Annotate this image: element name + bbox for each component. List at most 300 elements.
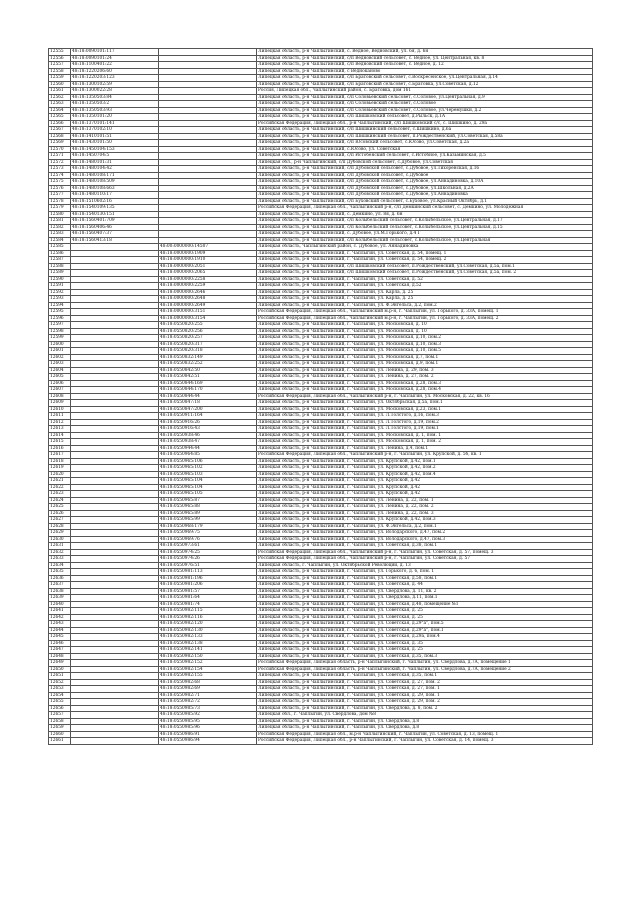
premises-cadastral-number-cell: 48:18:0550974:25	[159, 549, 257, 556]
premises-cadastral-number-cell: 48:18:0550832:252	[159, 361, 257, 368]
premises-cadastral-number-cell: 48:18:0550965:102	[159, 465, 257, 472]
row-number-cell: 12557	[49, 62, 71, 69]
address-cell: Липецкая область, Чаплыгинский район, с. Дубовое, ул. Аннадиновка	[257, 244, 593, 251]
cadastral-number-cell: 48:18:0090101:117	[71, 49, 159, 56]
address-cell: Российская Федерация, Липецкая область, р-н Чаплыгинский, г. Чаплыгин, ул. Свердлова, д.7А, помещение 1	[257, 660, 593, 667]
premises-cadastral-number-cell: 48:18:0550842:50	[159, 367, 257, 374]
row-number-cell: 12626	[49, 510, 71, 517]
row-number-cell: 12573	[49, 166, 71, 173]
address-cell: Липецкая область, р-н Чаплыгинский, г. Чаплыгин, ул. Крупской, д.42, пом.2	[257, 465, 593, 472]
row-number-cell: 12612	[49, 419, 71, 426]
row-number-cell: 12621	[49, 478, 71, 485]
address-cell: Липецкая область, р-н Чаплыгинский, г. Чаплыгин, ул. Л.Толстого, д.19, пом.1	[257, 426, 593, 433]
row-number-cell: 12637	[49, 582, 71, 589]
address-cell: Липецкая область, р-н Чаплыгинский, г. Чаплыгин, ул. Московская, д.9, пом.1	[257, 361, 593, 368]
premises-cadastral-number-cell: 48:18:0550985:92	[159, 712, 257, 719]
address-cell: Липецкая область, р-н Чаплыгинский, г. Чаплыгин, ул. Советская, д. 54, помещ. 1	[257, 250, 593, 257]
premises-cadastral-number-cell: 48:18:0550964:85	[159, 452, 257, 459]
cadastral-number-cell: 48:18:1450704:5	[71, 153, 159, 160]
row-number-cell: 12570	[49, 146, 71, 153]
premises-cadastral-number-cell: 48:18:0550974:26	[159, 556, 257, 563]
row-number-cell: 12656	[49, 705, 71, 712]
cadastral-number-cell: 48:18:1220203:123	[71, 75, 159, 82]
address-cell: Липецкая область, р-н Чаплыгинский, с/п Дубовской сельсовет, с.Дубовое, ул.Школьная, д.2А	[257, 185, 593, 192]
premises-cadastral-number-cell: 48:18:0550916:26	[159, 419, 257, 426]
row-number-cell: 12567	[49, 127, 71, 134]
row-number-cell: 12652	[49, 679, 71, 686]
row-number-cell: 12634	[49, 562, 71, 569]
row-number-cell: 12563	[49, 101, 71, 108]
premises-cadastral-number-cell: 48:18:0550965:99	[159, 517, 257, 524]
row-number-cell: 12594	[49, 302, 71, 309]
cadastral-number-cell: 48:18:1370101:141	[71, 120, 159, 127]
address-cell: Липецкая область, р-н Чаплыгинский, с/п Соловьевский сельсовет, с.Соловое	[257, 101, 593, 108]
address-cell: Липецкая область, р-н Чаплыгинский, г. Чаплыгин, ул. Московская, д. 10	[257, 328, 593, 335]
address-cell: Липецкая область, р-н Чаплыгинский, г. Чаплыгин, ул. Карла, д. 25	[257, 289, 593, 296]
address-cell: Липецкая область, р-н Чаплыгинский, с/п Дубовской сельсовет, с.Дубовое, ул.Тихоренская, д.16	[257, 166, 593, 173]
row-number-cell: 12624	[49, 497, 71, 504]
row-number-cell: 12577	[49, 192, 71, 199]
address-cell: Российская Федерация, Липецкая область, р-н Чаплыгинский, г. Чаплыгин, ул. Свердлова, д.7А, помещение 2	[257, 666, 593, 673]
cadastral-number-cell: 48:18:1300022:28	[71, 88, 159, 95]
premises-cadastral-number-cell: 48:18:0550965:87	[159, 497, 257, 504]
row-number-cell: 12591	[49, 283, 71, 290]
row-number-cell: 12643	[49, 621, 71, 628]
cadastral-number-cell: 48:18:1560401:709	[71, 218, 159, 225]
cadastral-number-cell: 48:18:1480108:663	[71, 185, 159, 192]
address-cell: Липецкая область, р-н Чаплыгинский, г. Чаплыгин, ул. Советская, д. 27, пом. 2	[257, 679, 593, 686]
premises-cadastral-number-cell: 48:18:0550981:196	[159, 575, 257, 582]
address-cell: Липецкая область, г. Чаплыгин, ул. Октябрьской Революции, д. 13	[257, 562, 593, 569]
row-number-cell: 12629	[49, 530, 71, 537]
premises-cadastral-number-cell: 48:18:0550981:57	[159, 588, 257, 595]
address-cell: Липецкая область, р-н Чаплыгинский, г. Чаплыгин, ул. Советская, д.38, пом.1	[257, 543, 593, 550]
premises-cadastral-number-cell: 48:18:0550820:317	[159, 341, 257, 348]
row-number-cell: 12620	[49, 471, 71, 478]
address-cell: Липецкая область, р-н Чаплыгинский, с/п Колыбельский сельсовет, с.Колыбельское, ул.Центральная, д.15	[257, 224, 593, 231]
row-number-cell: 12556	[49, 55, 71, 62]
address-cell: Российская Федерация, Липецкая обл., р-н Чаплыгинский, с/п Шишковский с/с, с. Шишкино, д. 29а	[257, 120, 593, 127]
row-number-cell: 12608	[49, 393, 71, 400]
premises-cadastral-number-cell: 48:18:0550982:150	[159, 653, 257, 660]
address-cell: Липецкая область, р-н Чаплыгинский, с/п Ведновский сельсовет, с. Ведное, ул. Центральная, кв. 8	[257, 55, 593, 62]
cadastral-number-cell: 48:18:1560413:18	[71, 237, 159, 244]
row-number-cell: 12587	[49, 257, 71, 264]
premises-cadastral-number-cell: 48:18:0550982:69	[159, 686, 257, 693]
registry-sheet	[48, 48, 592, 745]
address-cell: Липецкая область, р-н Чаплыгинский, с. Ведное, Ведновский, ул. 6я, д. 6н	[257, 49, 593, 56]
row-number-cell: 12619	[49, 465, 71, 472]
address-cell: Липецкая область, р-н Чаплыгинский, с/п Дубовской сельсовет, с.Дубовое	[257, 172, 593, 179]
premises-cadastral-number-cell: 48:18:0000000:2051	[159, 263, 257, 270]
address-cell: Липецкая область, р-н Чаплыгинский, г. Чаплыгин, ул. Свердлова, д.8	[257, 718, 593, 725]
address-cell: Липецкая область, р-н Чаплыгинский, г. Чаплыгин, ул. Крупской, д.42, пом.3	[257, 517, 593, 524]
row-number-cell: 12609	[49, 400, 71, 407]
address-cell: Липецкая область, р-н Чаплыгинский, г. Чаплыгин, ул. Московская, д.10, пом.2	[257, 335, 593, 342]
address-cell: Липецкая область, р-н Чаплыгинский, г. Чаплыгин, ул. Ф.Энгельса, д.2, пом.1	[257, 523, 593, 530]
address-cell: Липецкая область, р-н Чаплыгинский, г. Чаплыгин, ул. Карла, д. 25	[257, 296, 593, 303]
cadastral-number-cell: 48:18:1510602:16	[71, 198, 159, 205]
row-number-cell: 12589	[49, 270, 71, 277]
row-number-cell: 12661	[49, 738, 71, 745]
premises-cadastral-number-cell: 48:18:0550965:88	[159, 504, 257, 511]
premises-cadastral-number-cell: 48:18:0550965:103	[159, 471, 257, 478]
address-cell: Липецкая область, р-н Чаплыгинский, г. Чаплыгин, ул. Московская, д. 10	[257, 322, 593, 329]
address-cell: Липецкая область, р-н Чаплыгинский, г. Чаплыгин, ул. Ленина, д. 27, пом. 2	[257, 374, 593, 381]
premises-cadastral-number-cell: 48:18:0550982:68	[159, 679, 257, 686]
address-cell: Липецкая область, р-н Чаплыгинский, г. Чаплыгин, ул. Советская, д. 27, пом. 1	[257, 686, 593, 693]
address-cell: Российская Федерация, Липецкая обл., Чаплыгинский м.р-н, г. Чаплыгин, ул. Горького, д. 33А, помещ. 2	[257, 315, 593, 322]
address-cell: Липецкая обл., г. Чаплыгин, ул. Свердлова, дом №8	[257, 712, 593, 719]
premises-cadastral-number-cell: 48:18:0550982:138	[159, 640, 257, 647]
row-number-cell: 12559	[49, 75, 71, 82]
premises-cadastral-number-cell: 48:18:0550944:44	[159, 445, 257, 452]
address-cell: Липецкая область, р-н Чаплыгинский, г. Чаплыгин, ул. Крупской, д.42	[257, 484, 593, 491]
address-cell: Российская Федерация, Липецкая обл., Чаплыгинский м.р-н, г. Чаплыгин, ул. Горького, д. 33А, помещ. 1	[257, 309, 593, 316]
address-cell: Липецкая область, р-н Чаплыгинский, г. Чаплыгин, ул. Советская, д. 44	[257, 582, 593, 589]
address-cell: Липецкая область, р-н Чаплыгинский, с.Юсово, ул. Советская	[257, 146, 593, 153]
address-cell: Липецкая область, р-н Чаплыгинский, г. Чаплыгин, ул. Советская, д. 35	[257, 640, 593, 647]
cadastral-number-cell: 48:18:1560406:46	[71, 224, 159, 231]
cadastral-number-cell: 48:18:1560407:37	[71, 231, 159, 238]
row-number-cell: 12571	[49, 153, 71, 160]
premises-cadastral-number-cell: 48:18:0000000:2649	[159, 302, 257, 309]
row-number-cell: 12582	[49, 224, 71, 231]
row-number-cell: 12648	[49, 653, 71, 660]
address-cell: Липецкая область, р-н Чаплыгинский, г. Чаплыгин, ул. Ленина, д. 29, пом. 3	[257, 367, 593, 374]
address-cell: Липецкая область, р-н Чаплыгинский, с/п Соловьевский сельсовет, с.Соловое, ул.Черемушки, д.2	[257, 107, 593, 114]
premises-cadastral-number-cell: 48:18:0550976:51	[159, 562, 257, 569]
premises-cadastral-number-cell: 48:18:0550986:91	[159, 731, 257, 738]
row-number-cell: 12636	[49, 575, 71, 582]
address-cell: Липецкая область, р-н Чаплыгинский, с/п Шишковский сельсовет, п.Рождественский, ул.Советская, д.5а, пом.1	[257, 263, 593, 270]
cadastral-number-cell: 48:18:1410101:51	[71, 133, 159, 140]
address-cell: Липецкая область, р-н Чаплыгинский, г. Чаплыгин, ул. Московская, д. 1, пом. 2	[257, 439, 593, 446]
row-number-cell: 12635	[49, 569, 71, 576]
address-cell: Липецкая область, р-н Чаплыгинский, с/п Ведновский сельсовет, с. Ведное, д. 12	[257, 62, 593, 69]
row-number-cell: 12584	[49, 237, 71, 244]
row-number-cell: 12613	[49, 426, 71, 433]
row-number-cell: 12592	[49, 289, 71, 296]
address-cell: Липецкая область, р-н Чаплыгинский, г. Чаплыгин, ул. Ф.Энгельса, д.2, пом.2	[257, 302, 593, 309]
address-cell: Липецкая область, р-н Чаплыгинский, с/п Братовский сельсовет, с.Воскресенское, ул.Центральная, д.14	[257, 75, 593, 82]
premises-cadastral-number-cell: 48:18:0550844:170	[159, 387, 257, 394]
premises-cadastral-number-cell: 48:18:0550965:89	[159, 510, 257, 517]
premises-cadastral-number-cell: 48:18:0550820:257	[159, 335, 257, 342]
address-cell: Липецкая область, р-н Чаплыгинский, г. Чаплыгин, ул. Советская, д. 29, пом. 1	[257, 692, 593, 699]
address-cell: Российская Федерация, Липецкая обл., Чаплыгинский р-н, с/п Демкинский сельсовет, с. Демкино, ул. Молодежная	[257, 205, 593, 212]
premises-cadastral-number-cell: 48:18:0550981:64	[159, 595, 257, 602]
address-cell: Липецкая область, р-н Чаплыгинский, г. Чаплыгин, ул. Советская, д.29"а", пом.1	[257, 627, 593, 634]
row-number-cell: 12630	[49, 536, 71, 543]
address-cell: Липецкая область, р-н Чаплыгинский, г. Чаплыгин, ул. Советская, д.58, пом.1	[257, 575, 593, 582]
row-number-cell: 12565	[49, 114, 71, 121]
address-cell: Липецкая область, р-н Чаплыгинский, г. Чаплыгин, ул. Советская, д.52	[257, 283, 593, 290]
premises-cadastral-number-cell: 48:18:0550965:105	[159, 491, 257, 498]
premises-cadastral-number-cell: 48:18:0550982:116	[159, 614, 257, 621]
address-cell: Липецкая область, р-н Чаплыгинский, г. Чаплыгин, ул. Горького, д. 6, пом. 1	[257, 569, 593, 576]
premises-cadastral-number-cell: 48:18:0550982:154	[159, 666, 257, 673]
row-number-cell: 12560	[49, 81, 71, 88]
row-number-cell: 12642	[49, 614, 71, 621]
address-cell: Липецкая область, р-н Чаплыгинский, с. Демкино, ул. 8я, д. 6н	[257, 211, 593, 218]
address-cell: Липецкая область, р-н Чаплыгинский, г. Чаплыгин, ул. Советская, д.35, пом.3	[257, 653, 593, 660]
address-cell: Липецкая область, р-н Чаплыгинский, с/п Буховский сельсовет, с.Буховое, ул.Красный Октябрь, д.1	[257, 198, 593, 205]
row-number-cell: 12616	[49, 445, 71, 452]
premises-cadastral-number-cell: 48:18:0550965:104	[159, 484, 257, 491]
cadastral-number-cell: 48:18:1350503:84	[71, 94, 159, 101]
premises-cadastral-number-cell: 48:18:0550916:43	[159, 426, 257, 433]
address-cell: Липецкая область, р-н Чаплыгинский, г. Чаплыгин, ул. Советская, д. 52	[257, 276, 593, 283]
row-number-cell: 12575	[49, 179, 71, 186]
address-cell: Липецкая область, р-н Чаплыгинский, г. Чаплыгин, ул. Крупской, д.42, пом.4	[257, 471, 593, 478]
row-number-cell: 12633	[49, 556, 71, 563]
row-number-cell: 12566	[49, 120, 71, 127]
address-cell: Липецкая область, р-н Чаплыгинский, с/п Шишковский сельсовет, п.Рождественский, ул.Советская, д.5а, пом. 2	[257, 270, 593, 277]
address-cell: Липецкая область, р-н Чаплыгинский, г. Чаплыгин, ул. Свердлова, д.8	[257, 725, 593, 732]
row-number-cell: 12632	[49, 549, 71, 556]
premises-cadastral-number-cell: 48:18:0550982:115	[159, 608, 257, 615]
cadastral-number-cell: 48:18:1220206:60	[71, 68, 159, 75]
row-number-cell: 12562	[49, 94, 71, 101]
row-number-cell: 12639	[49, 595, 71, 602]
address-cell: Российская Федерация, Липецкая обл., Чаплыгинский р-н, г. Чаплыгин, ул. Московская, д. 22, кв. 16	[257, 393, 593, 400]
row-number-cell: 12561	[49, 88, 71, 95]
row-number-cell: 12659	[49, 725, 71, 732]
premises-cadastral-number-cell: 48:18:0550847:200	[159, 406, 257, 413]
premises-cadastral-number-cell: 48:18:0550847:18	[159, 400, 257, 407]
premises-cadastral-number-cell: 48:18:0000000:2258	[159, 276, 257, 283]
row-number-cell: 12581	[49, 218, 71, 225]
address-cell: Липецкая область, р-н Чаплыгинский, г. Чаплыгин, ул. Крупской, д.42	[257, 491, 593, 498]
row-number-cell: 12647	[49, 647, 71, 654]
premises-cadastral-number-cell: 48:18:0000000:2259	[159, 283, 257, 290]
address-cell: Липецкая область, р-н Чаплыгинский, с/п Колыбельский сельсовет, с.Колыбельское, ул.Центральная	[257, 237, 593, 244]
row-number-cell: 12610	[49, 406, 71, 413]
row-number-cell: 12569	[49, 140, 71, 147]
address-cell: Российская Федерация, Липецкая обл., Чаплыгинский р-н, г. Чаплыгин, ул. Крупской, д. 5б, кв. 1	[257, 452, 593, 459]
premises-cadastral-number-cell: 48:18:0550981:206	[159, 582, 257, 589]
premises-cadastral-number-cell: 48:18:0550965:106	[159, 458, 257, 465]
row-number-cell: 12646	[49, 640, 71, 647]
premises-cadastral-number-cell: 48:18:0550982:72	[159, 699, 257, 706]
row-number-cell: 12611	[49, 413, 71, 420]
premises-cadastral-number-cell: 48:18:0550832:149	[159, 354, 257, 361]
cadastral-number-cell: 48:18:1370102:10	[71, 127, 159, 134]
row-number-cell: 12658	[49, 718, 71, 725]
premises-cadastral-number-cell: 48:18:0550982:133	[159, 634, 257, 641]
address-cell: Липецкая область, р-н Чаплыгинский, г. Чаплыгин, ул. Свердлова, д.11, пом.1	[257, 595, 593, 602]
premises-cadastral-number-cell: 48:18:0550820:318	[159, 348, 257, 355]
premises-cadastral-number-cell: 48:18:0550969:75	[159, 530, 257, 537]
premises-cadastral-number-cell: 48:18:0550965:104	[159, 478, 257, 485]
row-number-cell: 12631	[49, 543, 71, 550]
address-cell: Липецкая область, р-н Чаплыгинский, с/п Братовский сельсовет, с.Братовка, ул.Советская, д.12	[257, 81, 593, 88]
premises-cadastral-number-cell: 48:18:0000000:3154	[159, 315, 257, 322]
premises-cadastral-number-cell: 48:18:0550968:179	[159, 523, 257, 530]
address-cell: Липецкая область, р-н Чаплыгинский, с/п Юсовский сельсовет, с.Юсово, ул.Советская, д.2а	[257, 140, 593, 147]
cadastral-number-cell: 48:18:1540130:151	[71, 211, 159, 218]
cadastral-number-cell: 48:18:1540109:135	[71, 205, 159, 212]
row-number-cell: 12628	[49, 523, 71, 530]
address-cell: Липецкая область, р-н Чаплыгинский, г. Чаплыгин, ул. Советская, д. 25	[257, 614, 593, 621]
address-cell: Российская Федерация, Липецкая обл., р-н Чаплыгинский, г. Чаплыгин, ул. Советская, д. 14, помещ. 3	[257, 738, 593, 745]
row-number-cell: 12601	[49, 348, 71, 355]
address-cell: Липецкая область, р-н Чаплыгинский, с/п Соловьевский сельсовет, с.Соловое, ул.Центральная, д.9	[257, 94, 593, 101]
row-number-cell: 12590	[49, 276, 71, 283]
row-number-cell: 12576	[49, 185, 71, 192]
address-cell: Липецкая область, р-н Чаплыгинский, с/п Шишкинский сельсовет, с.Шишкино, д.6а	[257, 127, 593, 134]
row-number-cell: 12640	[49, 601, 71, 608]
premises-cadastral-number-cell: 48:18:0000000:1910	[159, 257, 257, 264]
address-cell: Липецкая область, р-н Чаплыгинский, г. Чаплыгин, ул. Советская, д. 54, помещ. 2	[257, 257, 593, 264]
row-number-cell: 12618	[49, 458, 71, 465]
row-number-cell: 12655	[49, 699, 71, 706]
premises-cadastral-number-cell: 48:18:0550982:71	[159, 692, 257, 699]
address-cell: Российская Федерация, Липецкая обл., м.р-н Чаплыгинский, г. Чаплыгин, ул. Советская, д. 13, помещ. 1	[257, 731, 593, 738]
premises-cadastral-number-cell: 48:00:0000000:14507	[159, 244, 257, 251]
address-cell: Липецкая область, р-н Чаплыгинский, г. Чаплыгин, ул. Октябрьская, д.5а, пом.1	[257, 400, 593, 407]
cadastral-number-cell: 48:18:0090101:24	[71, 55, 159, 62]
row-number-cell: 12583	[49, 231, 71, 238]
cadastral-number-cell: 48:18:1100401:22	[71, 62, 159, 69]
row-number-cell: 12623	[49, 491, 71, 498]
address-cell: Россия, Липецкая обл., Чаплыгинский район, с. Братовка, дом 161	[257, 88, 593, 95]
premises-cadastral-number-cell: 48:18:0550982:141	[159, 647, 257, 654]
address-cell: Липецкая область, р-н Чаплыгинский, г. Чаплыгин, ул. Московская, д.23, пом.1	[257, 406, 593, 413]
row-number-cell: 12654	[49, 692, 71, 699]
row-number-cell: 12572	[49, 159, 71, 166]
cadastral-number-cell: 48:18:1350503:93	[71, 107, 159, 114]
address-cell: Липецкая область, р-н Чаплыгинский, г. Чаплыгин, ул. Московская, д.28, пом.3	[257, 380, 593, 387]
row-number-cell: 12574	[49, 172, 71, 179]
address-cell: Липецкая область, р-н Чаплыгинский, г. Чаплыгин, ул. Свердлова, д. 8, пом. 2	[257, 705, 593, 712]
row-number-cell: 12558	[49, 68, 71, 75]
table-row	[49, 738, 593, 745]
cadastral-number-cell: 48:18:1450104:153	[71, 146, 159, 153]
address-cell: Российская Федерация, Липецкая обл., Чаплыгинский р-н, г. Чаплыгин, ул. Советская, д. 57	[257, 556, 593, 563]
premises-cadastral-number-cell: 48:18:0550844:169	[159, 380, 257, 387]
address-cell: Липецкая область, р-н Чаплыгинский, г. Чаплыгин, ул. Крупской, д.42	[257, 478, 593, 485]
row-number-cell: 12578	[49, 198, 71, 205]
address-cell: Липецкая область, р-н Чаплыгинский, с/п Шишковский сельсовет, д.Рыльск, д.1А	[257, 114, 593, 121]
row-number-cell: 12586	[49, 250, 71, 257]
cadastral-number-cell: 48:18:1300102:59	[71, 81, 159, 88]
address-cell: Липецкая область, р-н Чаплыгинский, г. Чаплыгин, ул. Московская, д. 1, пом. 1	[257, 432, 593, 439]
cadastral-number-cell: 48:18:1480108:509	[71, 179, 159, 186]
row-number-cell: 12615	[49, 439, 71, 446]
address-cell: Липецкая область, р-н Чаплыгинский, с/п Дубовской сельсовет, с.Дубовое, ул.Аннадиновка	[257, 192, 593, 199]
cadastral-number-cell: 48:18:1480110:17	[71, 192, 159, 199]
row-number-cell: 12641	[49, 608, 71, 615]
premises-cadastral-number-cell: 48:18:0550985:73	[159, 705, 257, 712]
premises-cadastral-number-cell: 48:18:0000000:1909	[159, 250, 257, 257]
premises-cadastral-number-cell: 48:18:0550985:95	[159, 718, 257, 725]
row-number-cell: 12603	[49, 361, 71, 368]
premises-cadastral-number-cell: 48:18:0550973:61	[159, 543, 257, 550]
row-number-cell: 12627	[49, 517, 71, 524]
row-number-cell: 12607	[49, 387, 71, 394]
row-number-cell: 12593	[49, 296, 71, 303]
premises-cadastral-number-cell: 48:18:0550911:164	[159, 413, 257, 420]
row-number-cell: 12604	[49, 367, 71, 374]
row-number-cell: 12614	[49, 432, 71, 439]
address-cell: Липецкая область, р-н Чаплыгинский, с/п Дубовской сельсовет, с.Дубовое, ул.Аннадиновка, д.10А	[257, 179, 593, 186]
address-cell: Липецкая область, р-н Чаплыгинский, г. Чаплыгин, ул. Л.Толстого, д.16, пом.3	[257, 413, 593, 420]
address-cell: Липецкая область, р-н Чаплыгинский, с/п Колыбельский сельсовет, с.Колыбельское, ул.Центральная, д.17	[257, 218, 593, 225]
row-number-cell: 12649	[49, 660, 71, 667]
address-cell: Липецкая область, р-н Чаплыгинский, г. Чаплыгин, ул. Володарского, д.47, пом.3	[257, 536, 593, 543]
row-number-cell: 12600	[49, 341, 71, 348]
row-number-cell: 12651	[49, 673, 71, 680]
premises-cadastral-number-cell: 48:18:0550820:256	[159, 328, 257, 335]
row-number-cell: 12598	[49, 328, 71, 335]
premises-cadastral-number-cell: 48:18:0550982:155	[159, 673, 257, 680]
row-number-cell: 12597	[49, 322, 71, 329]
address-cell: Липецкая область, р-н Чаплыгинский, г. Чаплыгин, ул. Советская, д.48, помещение №1	[257, 601, 593, 608]
cadastral-number-cell: 48:18:1350101:20	[71, 114, 159, 121]
cadastral-number-cell: 48:18:1480104:42	[71, 166, 159, 173]
address-cell: Липецкая область, р-н Чаплыгинский, г. Чаплыгин, ул. Советская, д.29а, пом.4	[257, 634, 593, 641]
address-cell: Липецкая область, р-н Чаплыгинский, г. Чаплыгин, ул. Ленина, д. 22, пом. 1	[257, 497, 593, 504]
premises-cadastral-number-cell: 48:18:0550982:130	[159, 627, 257, 634]
address-cell: Липецкая область, р-н Чаплыгинский, г. Чаплыгин, ул. Ленина, д. 22, пом. 2	[257, 504, 593, 511]
premises-cadastral-number-cell: 48:18:0550986:94	[159, 738, 257, 745]
premises-cadastral-number-cell: 48:18:0550969:76	[159, 536, 257, 543]
row-number-cell: 12605	[49, 374, 71, 381]
row-number-cell: 12595	[49, 309, 71, 316]
cadastral-number-cell: 48:18:1430101:50	[71, 140, 159, 147]
row-number-cell: 12588	[49, 263, 71, 270]
premises-cadastral-number-cell: 48:18:0550820:255	[159, 322, 257, 329]
address-cell: Липецкая область, р-н Чаплыгинский, г. Чаплыгин, ул. Ленина, д. 22, пом. 3	[257, 510, 593, 517]
premises-cadastral-number-cell: 48:18:0550981:113	[159, 569, 257, 576]
row-number-cell: 12645	[49, 634, 71, 641]
registry-table	[48, 48, 593, 745]
premises-cadastral-number-cell: 48:18:0550938:46	[159, 432, 257, 439]
address-cell: Липецкая область, р-н Чаплыгинский, г. Чаплыгин, ул. Московская, д.7, пом.1	[257, 354, 593, 361]
premises-cadastral-number-cell: 48:18:0550842:51	[159, 374, 257, 381]
row-number-cell: 12585	[49, 244, 71, 251]
row-number-cell: 12568	[49, 133, 71, 140]
address-cell: Липецкая область, р-н Чаплыгинский, г. Чаплыгин, ул. Московская, д.28, пом.4	[257, 387, 593, 394]
address-cell: Липецкая область, р-н Чаплыгинский, г. Чаплыгин, ул. Ленина, д.4, пом.1	[257, 445, 593, 452]
row-number-cell: 12599	[49, 335, 71, 342]
address-cell: Липецкая область, р-н Чаплыгинский, г. Чаплыгин, ул. Володарского, д.47, пом.2	[257, 530, 593, 537]
row-number-cell: 12617	[49, 452, 71, 459]
address-cell: Липецкая область, р-н Чаплыгинский, с. Дубовое, ул.М.Горького, д.4 Г	[257, 231, 593, 238]
premises-cadastral-number-cell: 48:18:0550982:152	[159, 660, 257, 667]
row-number-cell: 12622	[49, 484, 71, 491]
row-number-cell: 12606	[49, 380, 71, 387]
cadastral-number-cell: 48:18:1480101:31	[71, 159, 159, 166]
row-number-cell: 12657	[49, 712, 71, 719]
premises-cadastral-number-cell: 48:18:0550982:120	[159, 621, 257, 628]
address-cell: Липецкая область, р-н Чаплыгинский, г. Чаплыгин, ул. Советская, д.35, пом.1	[257, 673, 593, 680]
row-number-cell: 12638	[49, 588, 71, 595]
row-number-cell: 12555	[49, 49, 71, 56]
cadastral-number-cell: 48:18:1350503:2	[71, 101, 159, 108]
address-cell: Липецкая обл., р-н Чаплыгинский, с/п Дубовской сельсовет, с.Дубовое, ул.Советская	[257, 159, 593, 166]
address-cell: Российская Федерация, Липецкая обл., Чаплыгинский р-н, г. Чаплыгин, ул. Советская, д. 57, помещ. 3	[257, 549, 593, 556]
premises-cadastral-number-cell: 48:18:0000000:3151	[159, 309, 257, 316]
address-cell: Липецкая область, р-н Чаплыгинский, с/п Истобенский сельсовет, с.Истобное, ул.Казьминская, д.5	[257, 153, 593, 160]
row-number-cell: 12596	[49, 315, 71, 322]
premises-cadastral-number-cell: 48:18:0000000:2065	[159, 270, 257, 277]
address-cell: Липецкая область, р-н Чаплыгинский, с/п Шишкинский сельсовет, п.Рождественский, ул.Советская, д.58а	[257, 133, 593, 140]
row-number-cell: 12625	[49, 504, 71, 511]
address-cell: Липецкая область, р-н Чаплыгинский, г. Чаплыгин, ул. Московская, д.10, пом.3	[257, 341, 593, 348]
